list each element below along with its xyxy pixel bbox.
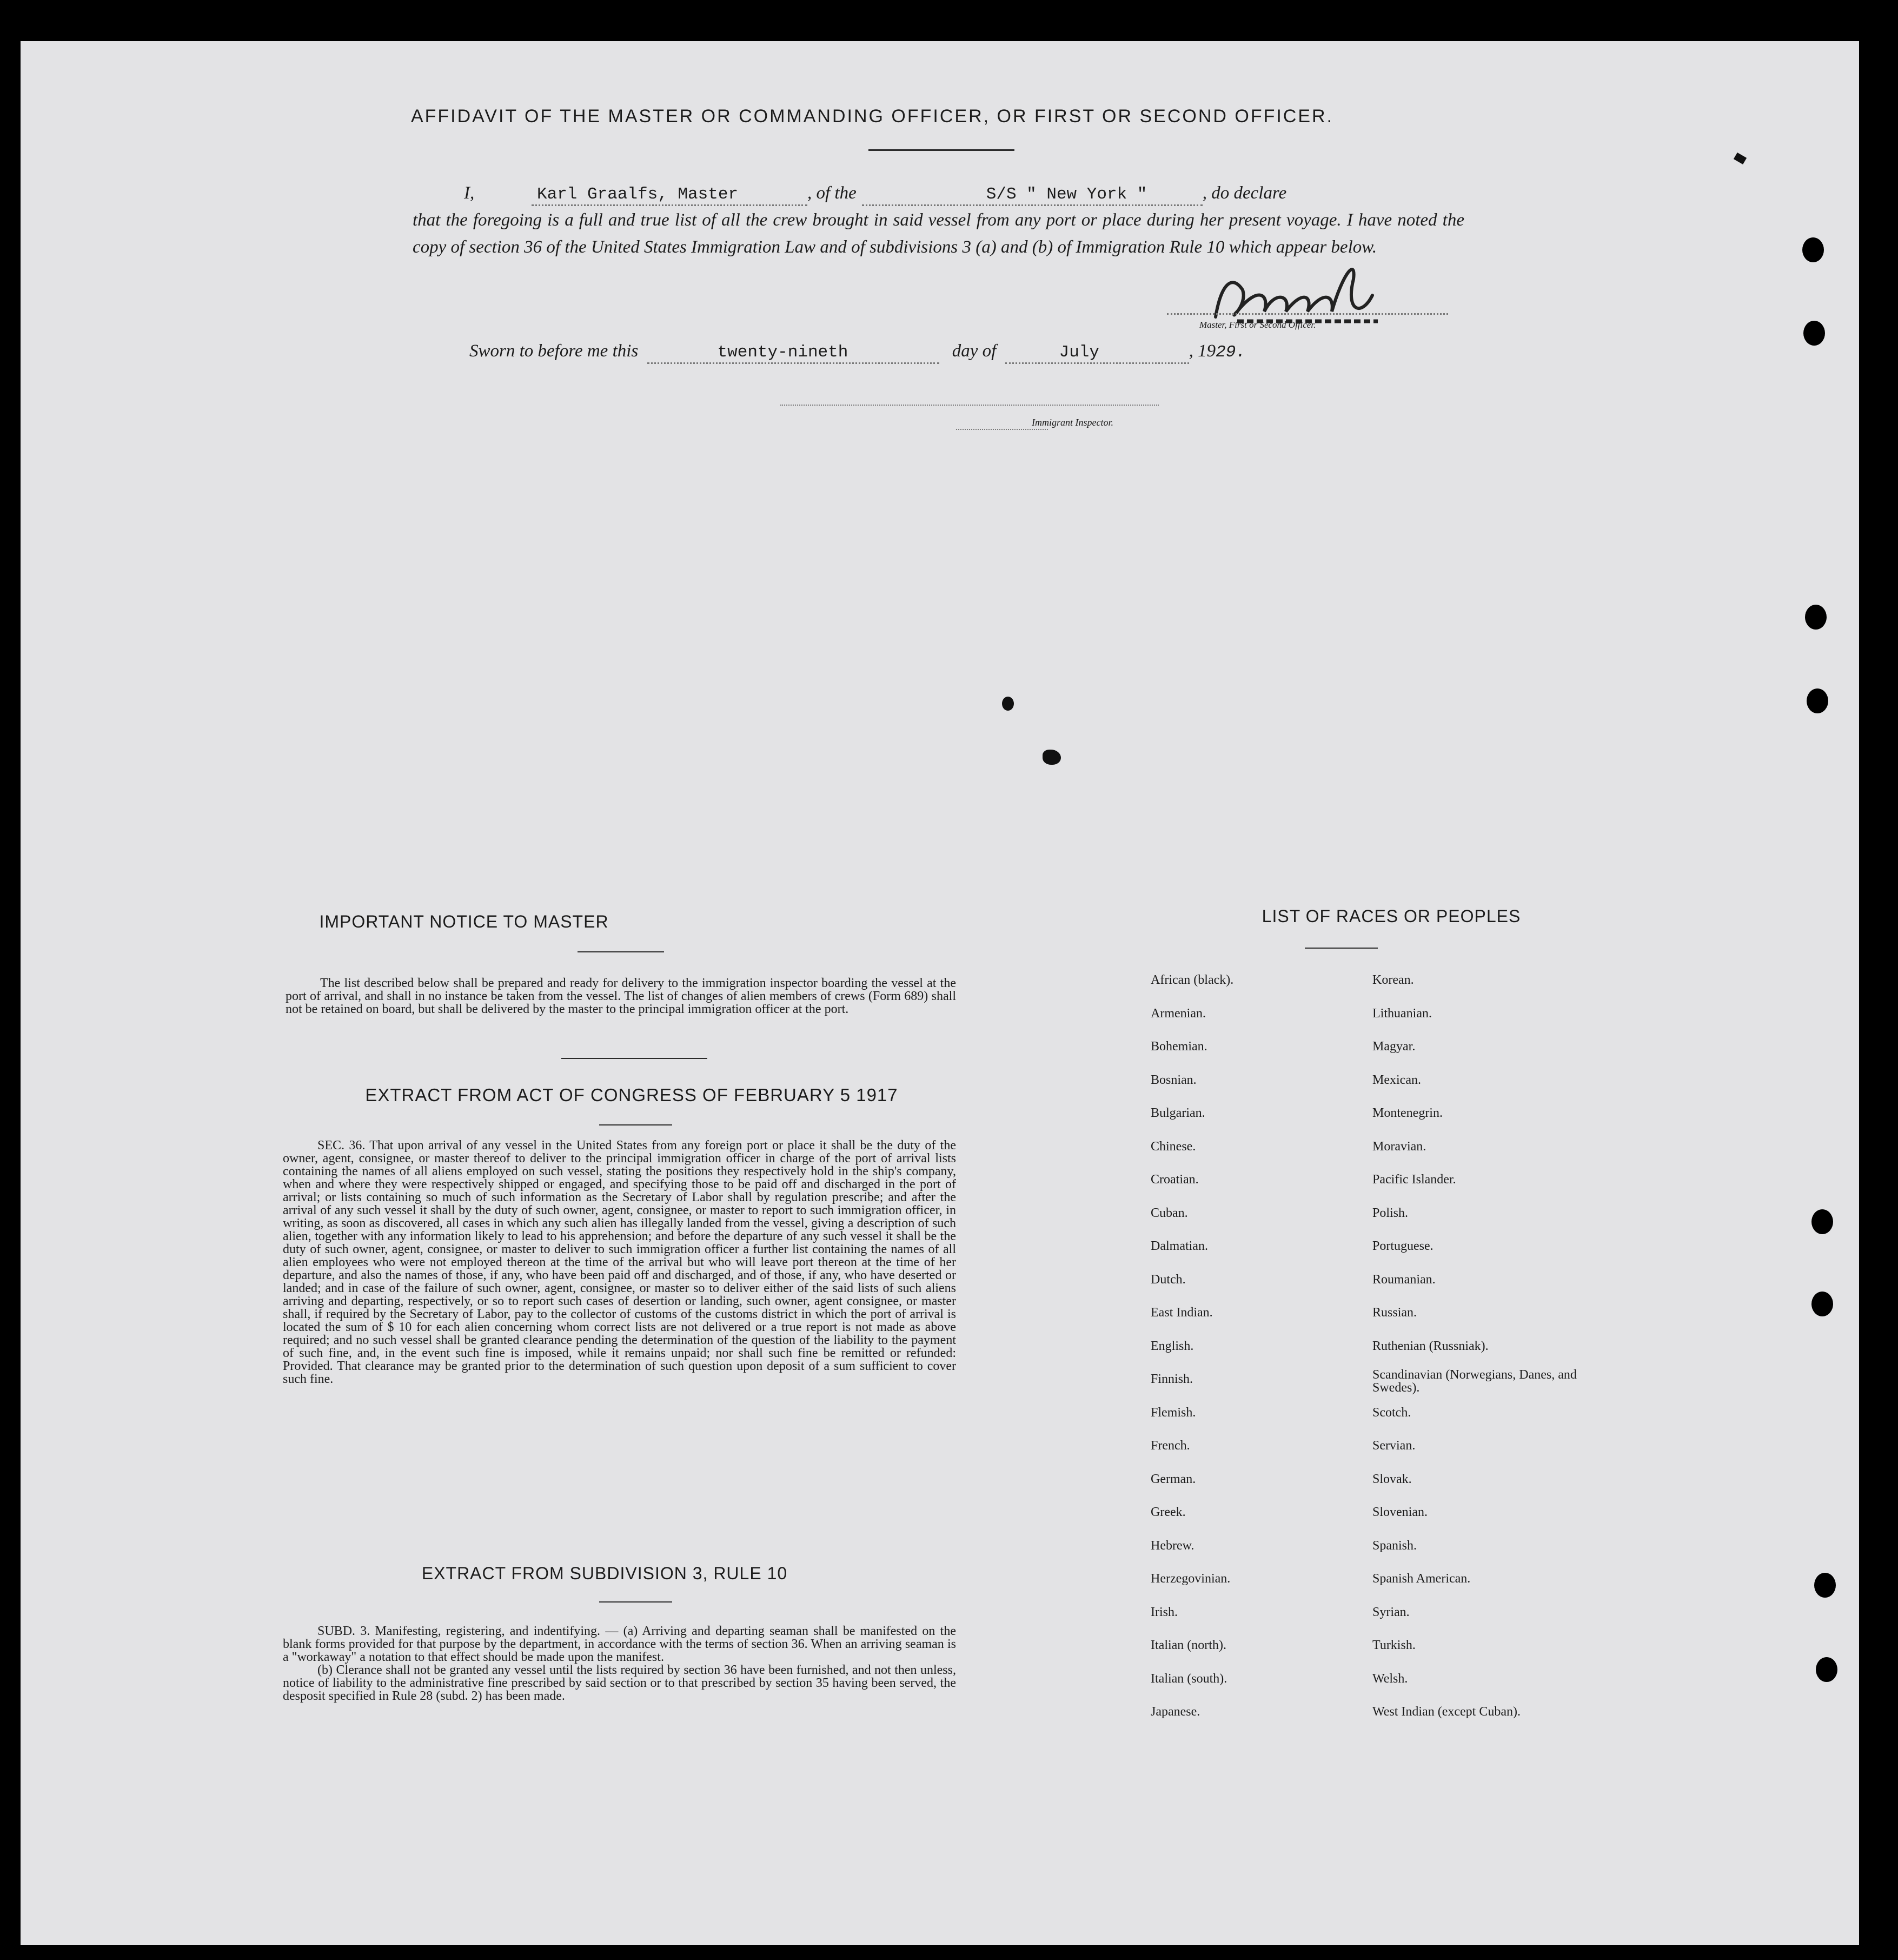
race-list-item: Herzegovinian. — [1151, 1572, 1231, 1586]
document-page — [21, 41, 1859, 1945]
race-list-item: Slovak. — [1372, 1472, 1412, 1486]
race-list-item: Russian. — [1372, 1306, 1417, 1320]
race-list-item: Bohemian. — [1151, 1039, 1207, 1054]
race-list-item: Welsh. — [1372, 1671, 1408, 1686]
race-list-item: Magyar. — [1372, 1039, 1416, 1054]
race-list-item: Italian (north). — [1151, 1638, 1226, 1652]
of-the-label: , of the — [807, 183, 857, 203]
race-list-item: African (black). — [1151, 973, 1234, 987]
race-list-item: Cuban. — [1151, 1206, 1188, 1220]
race-list-item: Irish. — [1151, 1605, 1178, 1619]
race-list-item: Croatian. — [1151, 1173, 1199, 1187]
races-title: LIST OF RACES OR PEOPLES — [1262, 906, 1521, 926]
rule-extract-divider — [599, 1601, 672, 1603]
title-divider — [868, 149, 1014, 151]
race-list-item: Slovenian. — [1372, 1505, 1428, 1519]
race-list-item: Armenian. — [1151, 1006, 1206, 1021]
race-list-item: Dalmatian. — [1151, 1239, 1208, 1253]
rule-extract-part-a: SUBD. 3. Manifesting, registering, and indentifying. — (a) Arriving and departing seaman shall be manifested on the blank forms provided for that purpose by the department, in accordance with the terms of section 36. When an arriving seaman is a "workaway" a notation to that effect should be made upon the manifest. — [283, 1624, 956, 1664]
race-list-item: Korean. — [1372, 973, 1414, 987]
race-list-item: Italian (south). — [1151, 1671, 1227, 1686]
race-list-item: Dutch. — [1151, 1272, 1186, 1287]
race-list-item: Polish. — [1372, 1206, 1409, 1220]
inspector-label: Immigrant Inspector. — [1032, 417, 1113, 428]
sworn-day-field: twenty-nineth — [647, 343, 939, 364]
sworn-month-field: July — [1005, 343, 1189, 364]
notice-title: IMPORTANT NOTICE TO MASTER — [319, 912, 609, 931]
race-list-item: Mexican. — [1372, 1072, 1421, 1087]
punch-hole — [1811, 1292, 1833, 1316]
race-list-item: Montenegrin. — [1372, 1106, 1443, 1120]
race-list-item: Spanish American. — [1372, 1572, 1471, 1586]
race-list-item: Roumanian. — [1372, 1272, 1436, 1287]
race-list-item: English. — [1151, 1339, 1194, 1353]
race-list-item: Lithuanian. — [1372, 1006, 1432, 1021]
race-list-item: Bulgarian. — [1151, 1106, 1205, 1120]
race-list-item: Hebrew. — [1151, 1538, 1194, 1553]
race-list-item: Ruthenian (Russniak). — [1372, 1339, 1489, 1353]
act-extract-text: SEC. 36. That upon arrival of any vessel in the United States from any foreign port or place it shall be the duty of the owner, agent, consignee, or master thereof to deliver to the principal immigration officer in charge of the port of arrival lists containing the names of all aliens employed on such vessel, stating the positions they respectively hold in the ship's company, when and where they were respectively shipped or engaged, and specifying those to be paid off and discharged in the port of arrival; or lists containing so much of such information as the Secretary of Labor shall by regulation prescribe; and after the arrival of any such vessel it shall by the duty of such owner, agent, consignee, or master to report to such immigration officer, in writing, as soon as discovered, all cases in which any such alien has illegally landed from the vessel, giving a description of such alien, together with any information likely to lead to his apprehension; and before the departure of any such vessel it shall be the duty of such owner, agent, consignee, or master to deliver to such immigration officer a further list containing the names of all alien employees who were not employed thereon at the time of the arrival but who will leave port thereon at the time of her departure, and also the names of those, if any, who have been paid off and discharged, and of those, if any, who have deserted or landed; and in case of the failure of such owner, agent, consignee, or master so to deliver either of the said lists of such aliens arriving and departing, respectively, or so to report such cases of desertion or landing, such owner, agent consignee, or master shall, if required by the Secretary of Labor, pay to the collector of customs of the customs district in which the port of arrival is located the sum of $ 10 for each alien concerning whom correct lists are not delivered or a true report is not made as above required; and no such vessel shall be granted clearance pending the determination of the question of the liability to the payment of such fine, and, in the event such fine is imposed, while it remains unpaid; nor shall such fine be remitted or refunded: Provided. That clearance may be granted prior to the determination of such question upon deposit of a sum sufficient to cover such fine. — [283, 1138, 956, 1386]
signature-line — [1167, 313, 1448, 315]
do-declare-label: , do declare — [1202, 183, 1287, 203]
act-extract-divider — [599, 1124, 672, 1125]
signature-role-label: Master, First or Second Officer. — [1199, 320, 1316, 330]
master-name-field: Karl Graalfs, Master — [532, 185, 807, 206]
race-list-item: Servian. — [1372, 1439, 1416, 1453]
races-divider — [1305, 948, 1378, 949]
inspector-dots — [956, 429, 1048, 430]
ink-blot — [1002, 697, 1014, 711]
race-list-item: Syrian. — [1372, 1605, 1410, 1619]
rule-extract-part-b: (b) Clerance shall not be granted any vessel until the lists required by section 36 have been furnished, and not then unless, notice of liability to the administrative fine prescribed by said section or to that prescribed by section 35 having been served, the desposit specified in Rule 28 (subd. 2) has been made. — [283, 1663, 956, 1703]
punch-hole — [1811, 1209, 1833, 1234]
affidavit-title: AFFIDAVIT OF THE MASTER OR COMMANDING OFFICER, OR FIRST OR SECOND OFFICER. — [410, 106, 1334, 127]
race-list-item: Scotch. — [1372, 1405, 1411, 1420]
race-list-item: Portuguese. — [1372, 1239, 1434, 1253]
rule-extract-text — [283, 1625, 956, 1703]
race-list-item: French. — [1151, 1439, 1190, 1453]
race-list-item: Spanish. — [1372, 1538, 1417, 1553]
punch-hole — [1816, 1657, 1837, 1682]
sworn-prefix: Sworn to before me this — [469, 341, 639, 361]
race-list-item: West Indian (except Cuban). — [1372, 1705, 1521, 1719]
punch-hole — [1805, 605, 1827, 630]
notice-text: The list described below shall be prepared and ready for delivery to the immigration inspector boarding the vessel at the port of arrival, and shall in no instance be taken from the vessel. The list of changes of alien members of crews (Form 689) shall not be retained on board, but shall be delivered by the master to the principal immigration officer at the port. — [286, 976, 956, 1016]
race-list-item: Bosnian. — [1151, 1072, 1197, 1087]
race-list-item: Japanese. — [1151, 1705, 1200, 1719]
race-list-item: East Indian. — [1151, 1306, 1213, 1320]
rule-extract-title: EXTRACT FROM SUBDIVISION 3, RULE 10 — [421, 1564, 788, 1583]
race-list-item: German. — [1151, 1472, 1196, 1486]
notice-end-divider — [561, 1058, 707, 1059]
race-list-item: Greek. — [1151, 1505, 1186, 1519]
punch-hole — [1803, 321, 1825, 346]
race-list-item: Moravian. — [1372, 1139, 1426, 1154]
act-extract-title: EXTRACT FROM ACT OF CONGRESS OF FEBRUARY 5 1917 — [365, 1085, 898, 1105]
race-list-item: Chinese. — [1151, 1139, 1196, 1154]
affidavit-body — [413, 180, 1464, 261]
ink-blot — [1043, 750, 1061, 765]
race-list-item: Scandinavian (Norwegians, Danes, and Swedes). — [1372, 1368, 1577, 1395]
punch-hole — [1807, 688, 1828, 713]
day-of-label: day of — [952, 341, 997, 361]
sworn-statement — [469, 341, 1335, 364]
sworn-year-field: 29. — [1216, 343, 1246, 362]
scan-mark — [1734, 153, 1747, 164]
race-list-item: Pacific Islander. — [1372, 1173, 1456, 1187]
affidavit-statement: that the foregoing is a full and true list of all the crew brought in said vessel from any port or place during her present voyage. I have noted the copy of section 36 of the United States Immigration Law and of subdivisions 3 (a) and (b) of Immigration Rule 10 which appear below. — [413, 210, 1464, 257]
punch-hole — [1802, 237, 1824, 262]
notice-divider — [578, 951, 664, 952]
declarant-prefix: I, — [464, 183, 475, 203]
race-list-item: Turkish. — [1372, 1638, 1416, 1652]
vessel-name-field: S/S " New York " — [862, 185, 1203, 206]
race-list-item: Flemish. — [1151, 1405, 1196, 1420]
year-prefix: , 19 — [1189, 341, 1216, 361]
punch-hole — [1814, 1573, 1836, 1598]
inspector-signature-line — [780, 405, 1159, 406]
race-list-item: Finnish. — [1151, 1372, 1193, 1386]
